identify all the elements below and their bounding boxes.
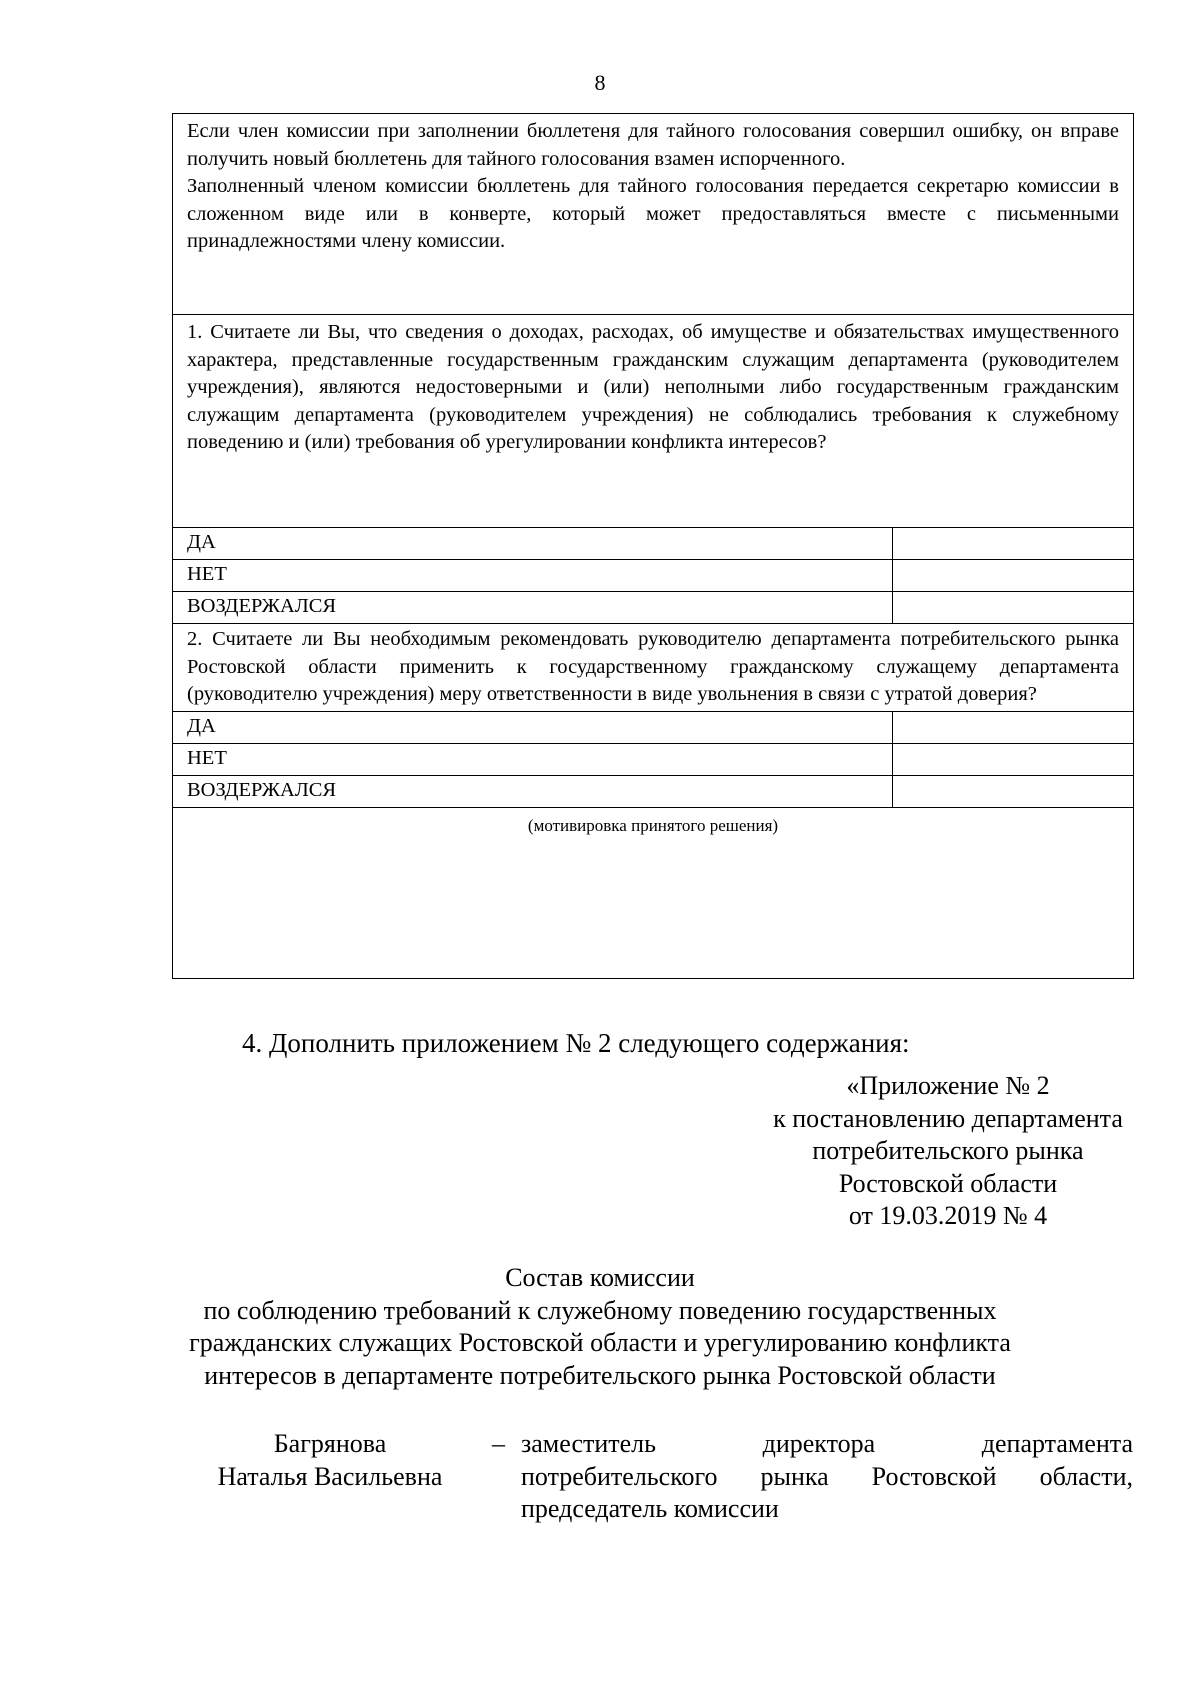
- appendix-line: потребительского рынка: [812, 1136, 1084, 1165]
- appendix-line: от 19.03.2019 № 4: [848, 1201, 1048, 1230]
- instruction-paragraph: Заполненный членом комиссии бюллетень для тайного голосования передается секретарю комиссии в сложенном виде или в конверте, который может предоставляться вместе с письменными принадлежностями члену комиссии.: [187, 175, 1119, 252]
- ballot-table: [172, 113, 1134, 979]
- member-name: [190, 1428, 470, 1493]
- option-label: ДА: [173, 528, 893, 560]
- option-mark-cell[interactable]: [892, 743, 1133, 775]
- option-mark-cell[interactable]: [892, 528, 1133, 560]
- composition-subtitle-line: по соблюдению требований к служебному поведению государственных: [203, 1295, 997, 1325]
- option-label: НЕТ: [173, 560, 893, 592]
- member-dash: –: [492, 1429, 505, 1458]
- member-surname: Багрянова: [273, 1429, 387, 1458]
- member-role: [521, 1428, 1133, 1526]
- composition-title: Состав комиссии: [505, 1263, 695, 1292]
- member-role-line: потребительского рынка Ростовской области,: [521, 1461, 1133, 1491]
- option-label: ВОЗДЕРЖАЛСЯ: [173, 592, 893, 624]
- option-mark-cell[interactable]: [892, 560, 1133, 592]
- composition-subtitle-line: гражданских служащих Ростовской области и урегулированию конфликта: [189, 1328, 1011, 1357]
- option-mark-cell[interactable]: [892, 775, 1133, 807]
- member-given-names: Наталья Васильевна: [217, 1461, 443, 1491]
- question-2-text: 2. Считаете ли Вы необходимым рекомендовать руководителю департамента потребительского рынка Ростовской области применить к государственному гражданскому служащему департамента (руководителю учреждения) меру ответственности в виде увольнения в связи с утратой доверия?: [173, 624, 1134, 712]
- composition-title-block: [100, 1262, 1100, 1392]
- appendix-line: Ростовской области: [838, 1168, 1058, 1198]
- question-1-text: 1. Считаете ли Вы, что сведения о доходах, расходах, об имуществе и обязательствах имущественного характера, представленные государственным гражданским служащим департамента (руководителем учреждения), являются недостоверными и (или) неполными либо государственным гражданским служащим департамента (руководителем учреждения) не соблюдались требования к служебному поведению и (или) требования об урегулировании конфликта интересов?: [173, 315, 1134, 528]
- motivation-caption: (мотивировка принятого решения): [527, 815, 779, 835]
- appendix-line: к постановлению департамента: [773, 1103, 1123, 1133]
- member-role-line: председатель комиссии: [521, 1494, 779, 1523]
- instruction-paragraph: Если член комиссии при заполнении бюллетеня для тайного голосования совершил ошибку, он вправе получить новый бюллетень для тайного голосования взамен испорченного.: [187, 120, 1119, 170]
- option-label: ДА: [173, 711, 893, 743]
- option-mark-cell[interactable]: [892, 592, 1133, 624]
- appendix-line: «Приложение № 2: [846, 1071, 1050, 1100]
- motivation-field[interactable]: [173, 807, 1134, 978]
- item-4-text: 4. Дополнить приложением № 2 следующего содержания:: [242, 1028, 910, 1058]
- option-label: НЕТ: [173, 743, 893, 775]
- member-role-line: заместитель директора департамента: [521, 1429, 1133, 1458]
- option-mark-cell[interactable]: [892, 711, 1133, 743]
- option-label: ВОЗДЕРЖАЛСЯ: [173, 775, 893, 807]
- appendix-header: [748, 1070, 1148, 1233]
- ballot-instructions: [173, 114, 1134, 315]
- page-number: 8: [594, 70, 606, 95]
- composition-subtitle-line: интересов в департаменте потребительского рынка Ростовской области: [204, 1360, 996, 1390]
